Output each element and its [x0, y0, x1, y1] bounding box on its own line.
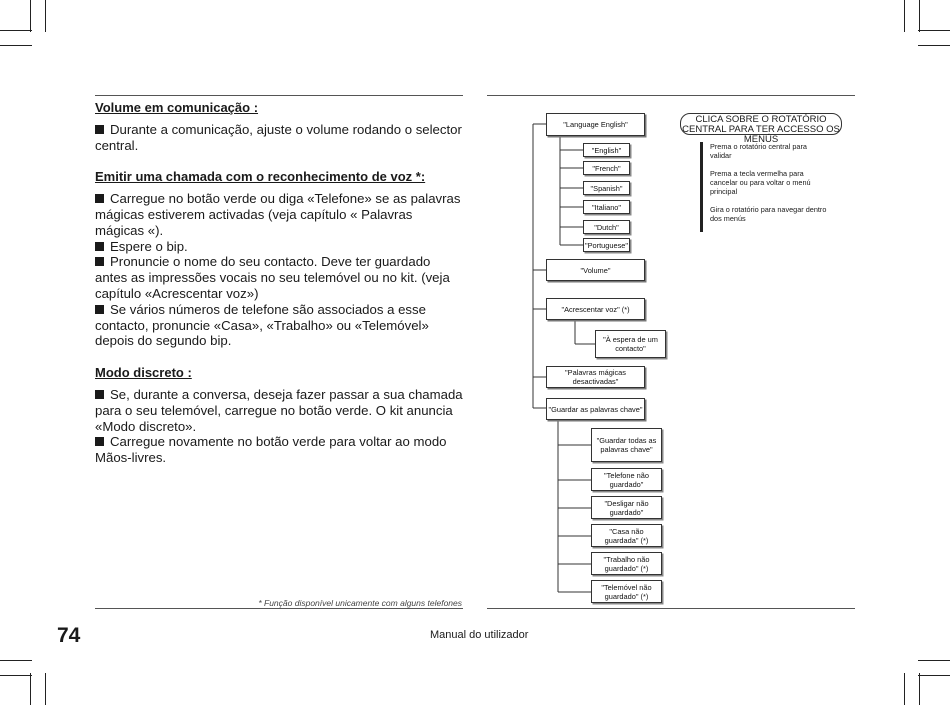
- menu-language-french: "French": [583, 161, 630, 175]
- menu-telefone-nao-guardado: "Telefone não guardado": [591, 468, 662, 491]
- menu-espera-contacto: "À espera de um contacto": [595, 330, 666, 358]
- menu-telemovel-nao-guardado: "Telemóvel não guardado" (*): [591, 580, 662, 603]
- bullet-paragraph: Espere o bip.: [95, 239, 463, 255]
- menu-acrescentar-voz: "Acrescentar voz" (*): [546, 298, 645, 320]
- controls-legend: [700, 142, 830, 232]
- menu-trabalho-nao-guardado: "Trabalho não guardado" (*): [591, 552, 662, 575]
- legend-validate: Prema o rotatório central para validar: [710, 142, 807, 160]
- manual-title: Manual do utilizador: [430, 629, 529, 641]
- menu-language-english: "English": [583, 143, 630, 157]
- bullet-paragraph: Carregue novamente no botão verde para voltar ao modo Mãos-livres.: [95, 434, 447, 466]
- section-heading: Modo discreto :: [95, 365, 192, 381]
- legend-cancel: Prema a tecla vermelha para cancelar ou para voltar o menú principal: [710, 169, 811, 196]
- menu-language-italiano: "Italiano": [583, 200, 630, 214]
- menu-volume: "Volume": [546, 259, 645, 281]
- menu-language: "Language English": [546, 113, 645, 136]
- rotary-callout: CLICA SOBRE O ROTATÓRIO CENTRAL PARA TER ACCESSO OS MENÚS: [680, 113, 842, 135]
- section-heading: Emitir uma chamada com o reconhecimento de voz *:: [95, 169, 426, 185]
- menu-guardar-palavras: "Guardar as palavras chave": [546, 398, 645, 420]
- legend-navigate: Gira o rotatório para navegar dentro dos menús: [710, 205, 827, 223]
- menu-desligar-nao-guardado: "Desligar não guardado": [591, 496, 662, 519]
- bullet-paragraph: Se, durante a conversa, deseja fazer passar a sua chamada para o seu telemóvel, carregue no botão verde. O kit anuncia «Modo discreto».: [95, 386, 463, 434]
- menu-language-spanish: "Spanish": [583, 181, 630, 195]
- section-heading: Volume em comunicação :: [95, 100, 259, 115]
- bullet-paragraph: Se vários números de telefone são associados a esse contacto, pronuncie «Casa», «Trabalho» ou «Telemóvel» depois do segundo bip.: [95, 301, 429, 349]
- menu-guardar-todas: "Guardar todas as palavras chave": [591, 428, 662, 462]
- footnote: * Função disponível unicamente com alguns telefones: [258, 598, 462, 608]
- bullet-paragraph: Carregue no botão verde ou diga «Telefone» se as palavras mágicas estiverem activadas (veja capítulo « Palavras mágicas «).: [95, 191, 461, 238]
- bullet-paragraph: Pronuncie o nome do seu contacto. Deve ter guardado antes as impressões vocais no seu telemóvel ou no kit. (veja capítulo «Acrescentar voz»): [95, 254, 450, 301]
- bullet-paragraph: Durante a comunicação, ajuste o volume rodando o selector central.: [95, 121, 462, 153]
- menu-palavras-magicas: "Palavras mágicas desactivadas": [546, 366, 645, 388]
- menu-casa-nao-guardada: "Casa não guardada" (*): [591, 524, 662, 547]
- menu-language-dutch: "Dutch": [583, 220, 630, 234]
- page-number: 74: [57, 624, 81, 647]
- menu-language-portuguese: "Portuguese": [583, 238, 630, 252]
